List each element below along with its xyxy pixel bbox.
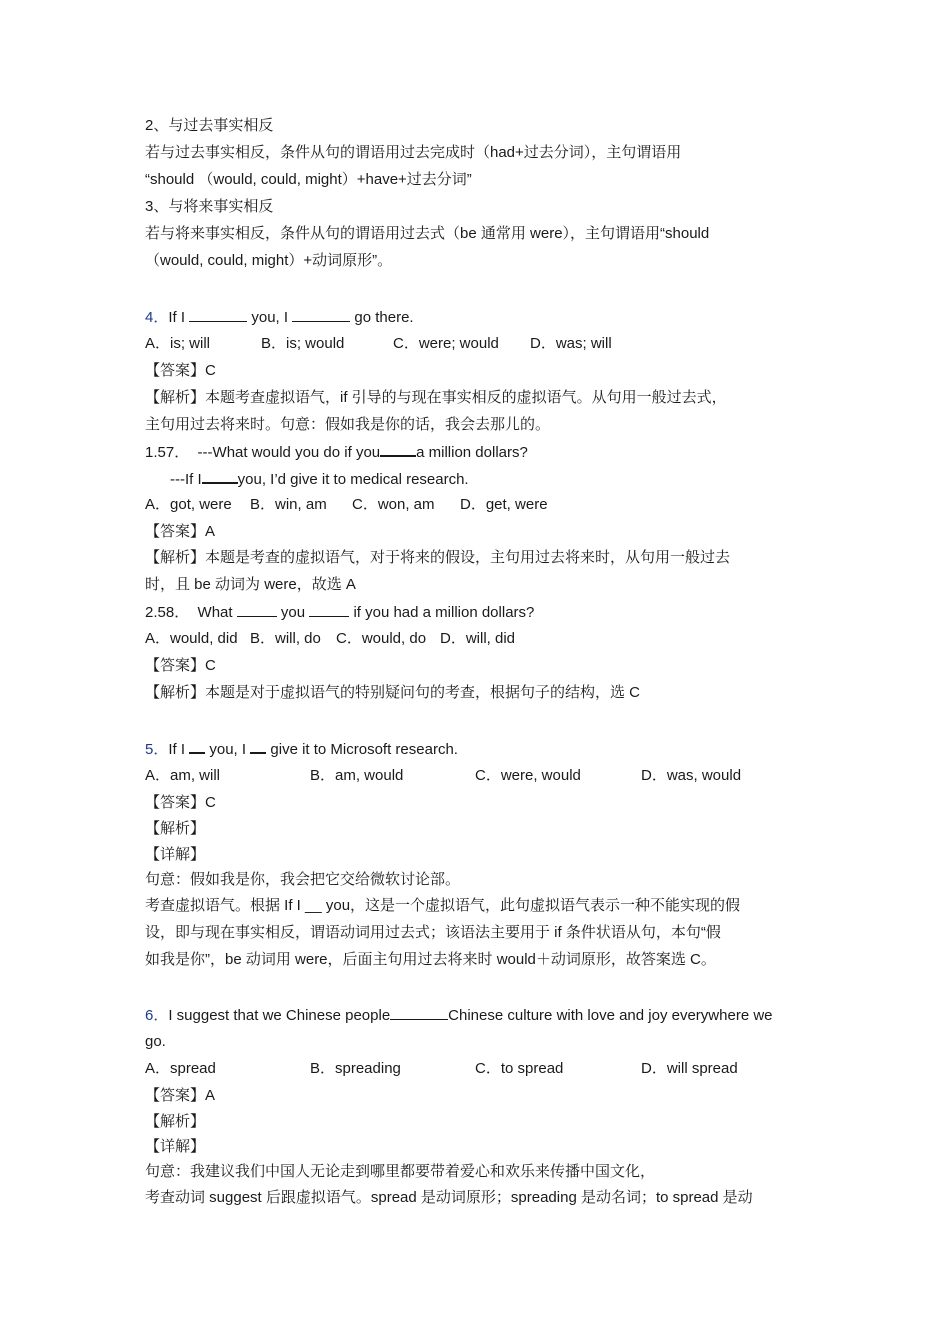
section-heading: 2、与过去事实相反: [145, 117, 274, 134]
detail-line: 如我是你”，be 动词用 were，后面主句用过去将来时 would＋动词原形，故答案选 C。: [145, 951, 716, 968]
answer-line: 【答案】A: [145, 1087, 216, 1104]
answer-blank: [189, 307, 247, 322]
answer-blank: [390, 1005, 448, 1020]
answer-blank: [380, 441, 416, 457]
question-stem: 2.58． What you if you had a million dollars?: [145, 604, 535, 621]
answer-line: 【答案】C: [145, 657, 216, 674]
question-stem: ---If I you, I’d give it to medical research.: [170, 468, 469, 490]
analysis-line: 【解析】本题是对于虚拟语气的特别疑问句的考查，根据句子的结构，选 C: [145, 684, 641, 701]
option-d: D．will spread: [641, 1060, 738, 1077]
analysis-line: 主句用过去将来时。句意：假如我是你的话，我会去那儿的。: [145, 416, 551, 433]
section-heading: 3、与将来事实相反: [145, 198, 274, 215]
paragraph-line: 若与将来事实相反，条件从句的谓语用过去式（be 通常用 were），主句谓语用“should: [145, 225, 710, 242]
answer-blank: [250, 738, 266, 754]
option-a: A．am, will: [145, 767, 221, 784]
option-b: B．win, am: [250, 496, 327, 513]
answer-blank: [202, 468, 238, 484]
detail-line: 设，即与现在事实相反，谓语动词用过去式；该语法主要用于 if 条件状语从句，本句“假: [145, 924, 721, 941]
question-number: 6．: [145, 1007, 169, 1024]
option-c: C．won, am: [352, 496, 435, 513]
question-stem: 4．If I you, I go there.: [145, 309, 414, 326]
answer-line: 【答案】C: [145, 362, 216, 379]
option-a: A．spread: [145, 1060, 216, 1077]
question-stem: 5．If I you, I give it to Microsoft research.: [145, 738, 458, 760]
question-stem: 1.57． ---What would you do if you a million dollars?: [145, 441, 528, 463]
option-d: D．will, did: [440, 630, 516, 647]
meaning-line: 句意：假如我是你，我会把它交给微软讨论部。: [145, 871, 461, 888]
question-stem: 6．I suggest that we Chinese people Chinese culture with love and joy everywhere we: [145, 1007, 773, 1024]
paragraph-line: “should （would, could, might）+have+过去分词”: [145, 171, 472, 188]
answer-line: 【答案】C: [145, 794, 216, 811]
answer-line: 【答案】A: [145, 523, 216, 540]
option-b: B．will, do: [250, 630, 321, 647]
option-c: C．to spread: [475, 1060, 564, 1077]
paragraph-line: 若与过去事实相反，条件从句的谓语用过去完成时（had+过去分词），主句谓语用: [145, 144, 682, 161]
question-number: 5．: [145, 741, 169, 758]
analysis-line: 【解析】本题是考查的虚拟语气，对于将来的假设，主句用过去将来时，从句用一般过去: [145, 549, 731, 566]
option-b: B．spreading: [310, 1060, 401, 1077]
option-a: A．is; will: [145, 335, 211, 352]
answer-blank: [189, 738, 205, 754]
answer-blank: [309, 602, 349, 617]
meaning-line: 句意：我建议我们中国人无论走到哪里都要带着爱心和欢乐来传播中国文化，: [145, 1163, 656, 1180]
question-stem-continued: go.: [145, 1033, 166, 1050]
analysis-line: 时，且 be 动词为 were，故选 A: [145, 576, 356, 593]
detail-label: 【详解】: [145, 846, 206, 863]
option-b: B．is; would: [261, 335, 345, 352]
option-d: D．was, would: [641, 767, 742, 784]
option-a: A．got, were: [145, 496, 232, 513]
option-c: C．were; would: [393, 335, 499, 352]
option-a: A．would, did: [145, 630, 238, 647]
option-c: C．were, would: [475, 767, 581, 784]
option-b: B．am, would: [310, 767, 404, 784]
paragraph-line: （would, could, might）+动词原形”。: [145, 252, 393, 269]
analysis-label: 【解析】: [145, 1113, 206, 1130]
detail-line: 考查动词 suggest 后跟虚拟语气。spread 是动词原形；spreading 是动名词；to spread 是动: [145, 1189, 753, 1206]
detail-label: 【详解】: [145, 1138, 206, 1155]
question-number: 4．: [145, 309, 169, 326]
answer-blank: [292, 307, 350, 322]
analysis-line: 【解析】本题考查虚拟语气，if 引导的与现在事实相反的虚拟语气。从句用一般过去式，: [145, 389, 727, 406]
option-d: D．was; will: [530, 335, 612, 352]
detail-line: 考查虚拟语气。根据 If I __ you，这是一个虚拟语气，此句虚拟语气表示一种不能实现的假: [145, 897, 741, 914]
answer-blank: [237, 602, 277, 617]
option-d: D．get, were: [460, 496, 548, 513]
analysis-label: 【解析】: [145, 820, 206, 837]
option-c: C．would, do: [336, 630, 427, 647]
